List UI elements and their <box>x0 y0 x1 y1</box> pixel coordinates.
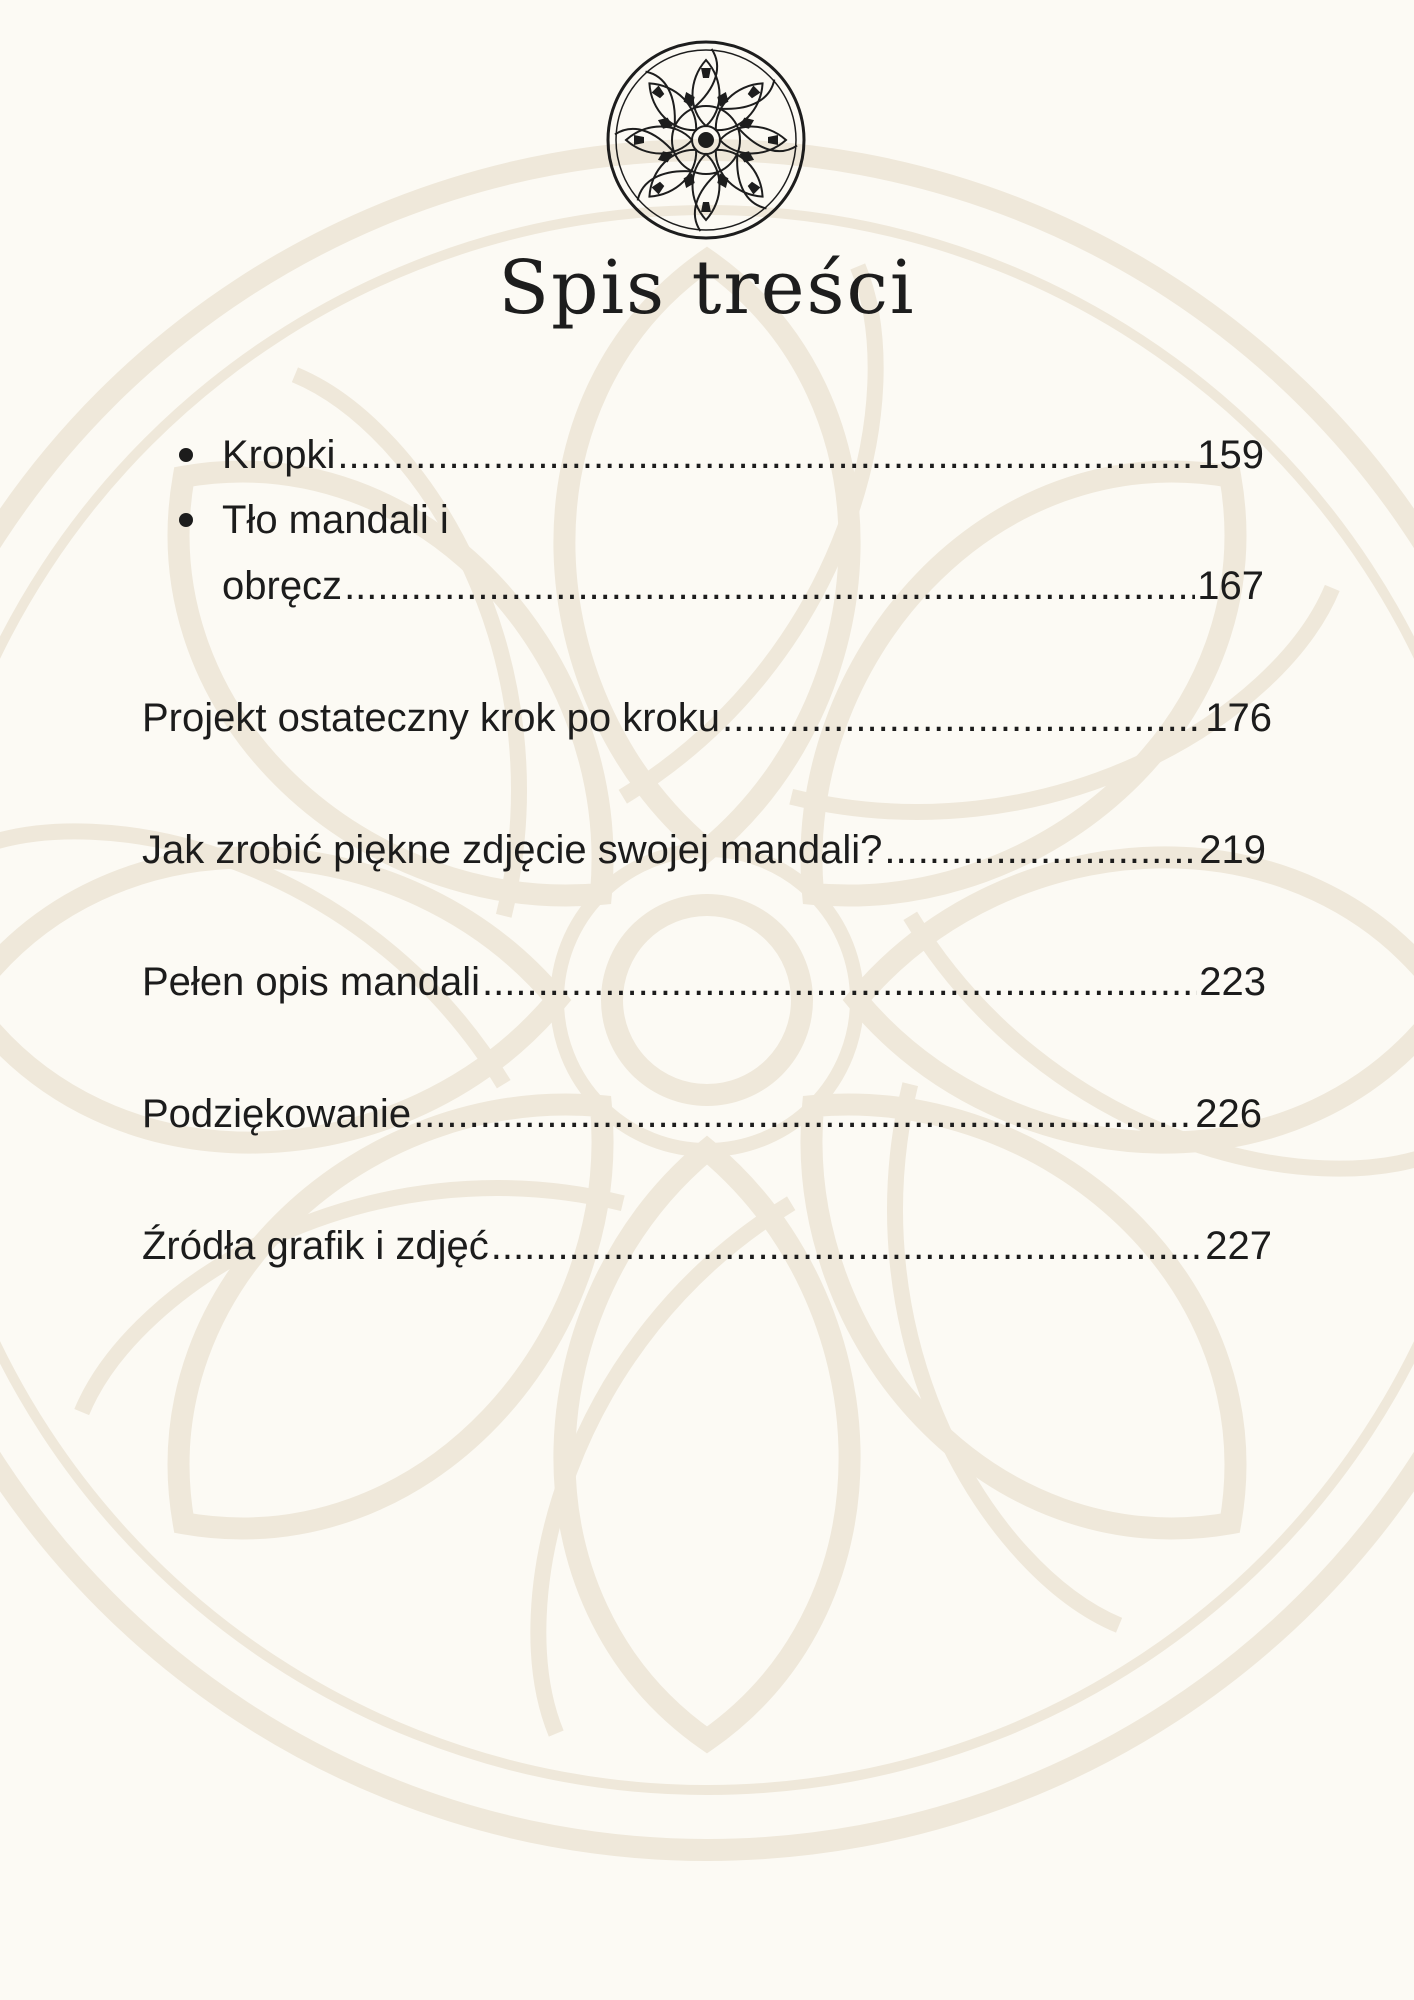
toc-entry-kropki[interactable] <box>222 427 1264 483</box>
toc-entry-projekt[interactable] <box>142 690 1272 746</box>
dot-leader <box>482 954 1197 1010</box>
toc-entry-page: 159 <box>1197 433 1264 477</box>
dot-leader <box>337 427 1195 483</box>
toc-entry-podziekowanie[interactable] <box>142 1086 1262 1142</box>
dot-leader <box>884 822 1197 878</box>
dot-leader <box>491 1218 1203 1274</box>
toc-entry-label: Kropki <box>222 433 336 477</box>
toc-entry-zdjecie[interactable] <box>142 822 1266 878</box>
page-title: Spis treści <box>498 245 916 331</box>
toc-entry-label: Jak zrobić piękne zdjęcie swojej mandali? <box>142 828 883 872</box>
toc-entry-opis[interactable] <box>142 954 1266 1010</box>
toc-entry-page: 167 <box>1197 564 1264 608</box>
dot-leader <box>722 690 1203 746</box>
toc-entry-label: obręcz <box>222 564 343 608</box>
toc-entry-label: Podziękowanie <box>142 1092 412 1136</box>
toc-entry-page: 223 <box>1199 960 1266 1004</box>
toc-entry-zrodla[interactable] <box>142 1218 1272 1274</box>
toc-entry-page: 227 <box>1205 1224 1272 1268</box>
toc-entry-tlo[interactable] <box>222 558 1264 614</box>
toc-entry-label: Projekt ostateczny krok po kroku <box>142 696 721 740</box>
toc-entry-label: Pełen opis mandali <box>142 960 480 1004</box>
toc-entry-label: Źródła grafik i zdjęć <box>142 1224 489 1268</box>
dot-leader <box>344 558 1195 614</box>
bullet-tlo <box>179 513 193 527</box>
dot-leader <box>413 1086 1193 1142</box>
toc-entry-tlo-line1[interactable]: Tło mandali i <box>222 498 449 542</box>
toc-entry-page: 176 <box>1205 696 1272 740</box>
toc-entry-page: 219 <box>1199 828 1266 872</box>
toc-entry-page: 226 <box>1195 1092 1262 1136</box>
mandala-icon <box>604 38 808 242</box>
bullet-kropki <box>179 448 193 462</box>
